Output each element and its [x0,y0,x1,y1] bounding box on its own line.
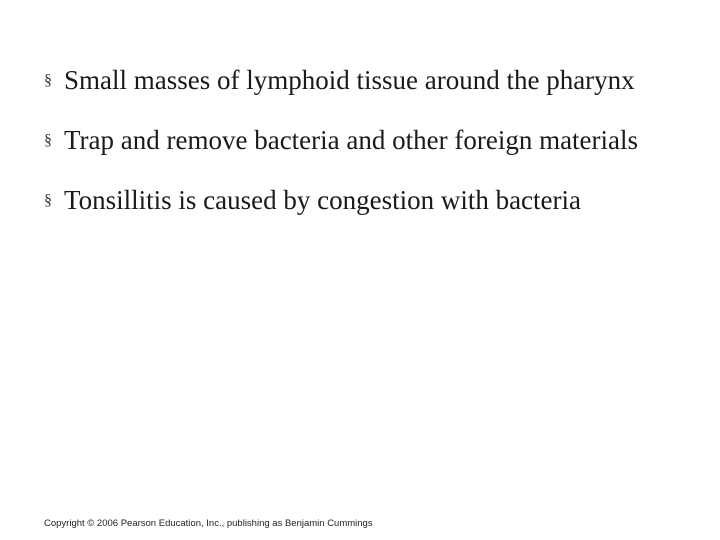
bullet-marker-icon: § [44,132,52,149]
bullet-list [44,62,684,242]
copyright-footer: Copyright © 2006 Pearson Education, Inc., publishing as Benjamin Cummings [44,518,373,529]
bullet-item [44,122,684,159]
bullet-text: Small masses of lymphoid tissue around the pharynx [64,65,635,95]
bullet-marker-icon: § [44,72,52,89]
bullet-text: Tonsillitis is caused by congestion with bacteria [64,185,582,215]
bullet-item [44,182,684,219]
bullet-marker-icon: § [44,192,52,209]
bullet-text: Trap and remove bacteria and other foreign materials [64,125,639,155]
bullet-item [44,62,684,99]
